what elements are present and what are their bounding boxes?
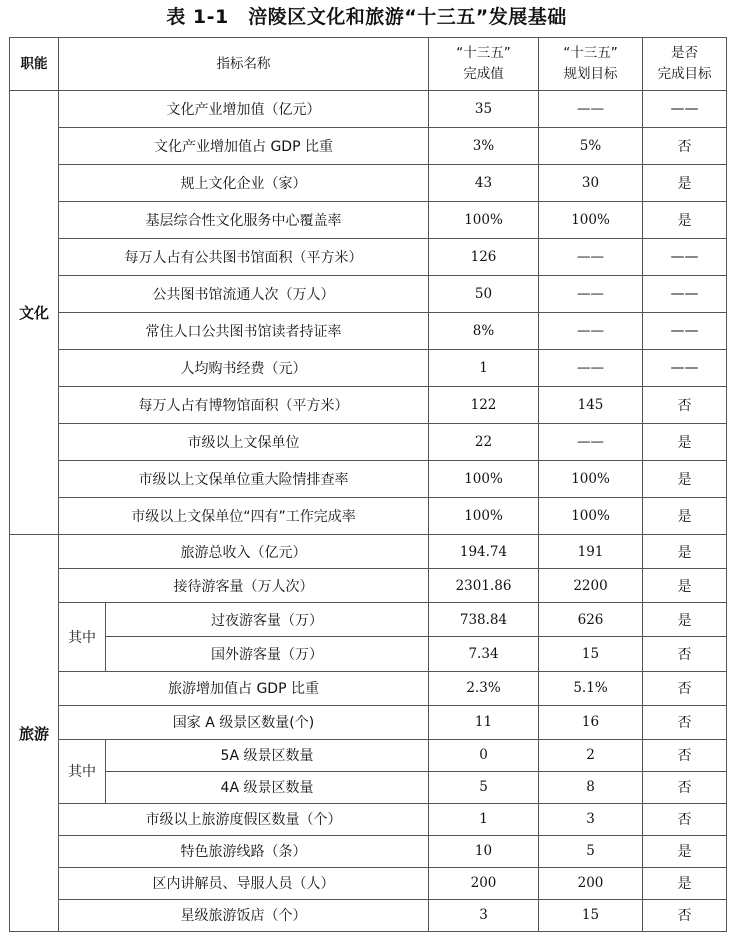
target-value: 100% bbox=[539, 461, 643, 498]
table-row bbox=[10, 424, 727, 461]
target-value: —— bbox=[539, 313, 643, 350]
achieved-value: 否 bbox=[643, 671, 727, 705]
header-target-line2: 规划目标 bbox=[563, 66, 618, 82]
table-row bbox=[10, 165, 727, 202]
indicator-name: 国家 A 级景区数量(个) bbox=[59, 705, 429, 739]
indicator-name: 公共图书馆流通人次（万人） bbox=[59, 276, 429, 313]
target-value: 100% bbox=[539, 498, 643, 535]
header-target bbox=[539, 38, 643, 91]
header-indicator: 指标名称 bbox=[59, 38, 429, 91]
actual-value: 43 bbox=[429, 165, 539, 202]
achieved-value: 否 bbox=[643, 637, 727, 671]
table-row bbox=[10, 803, 727, 835]
actual-value: 126 bbox=[429, 239, 539, 276]
table-row bbox=[10, 603, 727, 637]
table-row bbox=[10, 835, 727, 867]
target-value: 2200 bbox=[539, 569, 643, 603]
actual-value: 10 bbox=[429, 835, 539, 867]
table-row bbox=[10, 313, 727, 350]
target-value: 5.1% bbox=[539, 671, 643, 705]
table-row bbox=[10, 705, 727, 739]
header-achieved-line2: 完成目标 bbox=[657, 66, 712, 82]
target-value: 200 bbox=[539, 867, 643, 899]
achieved-value: —— bbox=[643, 350, 727, 387]
section-culture: 文化 bbox=[10, 91, 59, 535]
achieved-value: —— bbox=[643, 276, 727, 313]
table-row bbox=[10, 535, 727, 569]
achieved-value: 是 bbox=[643, 165, 727, 202]
section-tourism: 旅游 bbox=[10, 535, 59, 932]
achieved-value: 否 bbox=[643, 128, 727, 165]
indicator-name: 国外游客量（万） bbox=[106, 637, 429, 671]
actual-value: 738.84 bbox=[429, 603, 539, 637]
actual-value: 7.34 bbox=[429, 637, 539, 671]
achieved-value: 是 bbox=[643, 867, 727, 899]
target-value: 626 bbox=[539, 603, 643, 637]
target-value: 5% bbox=[539, 128, 643, 165]
achieved-value: 否 bbox=[643, 705, 727, 739]
actual-value: 100% bbox=[429, 461, 539, 498]
target-value: —— bbox=[539, 424, 643, 461]
achieved-value: 否 bbox=[643, 387, 727, 424]
indicator-name: 接待游客量（万人次） bbox=[59, 569, 429, 603]
target-value: 15 bbox=[539, 899, 643, 931]
actual-value: 50 bbox=[429, 276, 539, 313]
target-value: 15 bbox=[539, 637, 643, 671]
table-row bbox=[10, 498, 727, 535]
table-row bbox=[10, 350, 727, 387]
header-actual bbox=[429, 38, 539, 91]
table-row bbox=[10, 91, 727, 128]
indicator-name: 5A 级景区数量 bbox=[106, 739, 429, 771]
indicator-name: 4A 级景区数量 bbox=[106, 771, 429, 803]
indicator-name: 文化产业增加值（亿元） bbox=[59, 91, 429, 128]
actual-value: 2301.86 bbox=[429, 569, 539, 603]
indicator-name: 市级以上文保单位 bbox=[59, 424, 429, 461]
actual-value: 2.3% bbox=[429, 671, 539, 705]
indicator-name: 旅游总收入（亿元） bbox=[59, 535, 429, 569]
header-achieved bbox=[643, 38, 727, 91]
actual-value: 5 bbox=[429, 771, 539, 803]
achieved-value: 否 bbox=[643, 739, 727, 771]
qizhong-label: 其中 bbox=[59, 739, 106, 803]
actual-value: 1 bbox=[429, 350, 539, 387]
header-achieved-line1: 是否 bbox=[671, 45, 698, 61]
actual-value: 22 bbox=[429, 424, 539, 461]
actual-value: 8% bbox=[429, 313, 539, 350]
indicator-name: 常住人口公共图书馆读者持证率 bbox=[59, 313, 429, 350]
actual-value: 194.74 bbox=[429, 535, 539, 569]
achieved-value: 是 bbox=[643, 535, 727, 569]
indicator-name: 规上文化企业（家） bbox=[59, 165, 429, 202]
table-row bbox=[10, 671, 727, 705]
actual-value: 0 bbox=[429, 739, 539, 771]
table-row bbox=[10, 276, 727, 313]
table-row bbox=[10, 899, 727, 931]
actual-value: 100% bbox=[429, 202, 539, 239]
target-value: 30 bbox=[539, 165, 643, 202]
actual-value: 1 bbox=[429, 803, 539, 835]
header-row bbox=[10, 38, 727, 91]
actual-value: 3% bbox=[429, 128, 539, 165]
target-value: 100% bbox=[539, 202, 643, 239]
table-row bbox=[10, 569, 727, 603]
header-target-line1: “十三五” bbox=[563, 45, 618, 61]
table-row bbox=[10, 771, 727, 803]
indicator-name: 每万人占有博物馆面积（平方米） bbox=[59, 387, 429, 424]
indicator-name: 基层综合性文化服务中心覆盖率 bbox=[59, 202, 429, 239]
achieved-value: 否 bbox=[643, 899, 727, 931]
indicator-name: 市级以上文保单位重大险情排查率 bbox=[59, 461, 429, 498]
actual-value: 200 bbox=[429, 867, 539, 899]
target-value: 2 bbox=[539, 739, 643, 771]
achieved-value: 是 bbox=[643, 569, 727, 603]
table-row bbox=[10, 739, 727, 771]
table-row bbox=[10, 202, 727, 239]
target-value: 16 bbox=[539, 705, 643, 739]
indicator-name: 每万人占有公共图书馆面积（平方米） bbox=[59, 239, 429, 276]
indicator-name: 区内讲解员、导服人员（人） bbox=[59, 867, 429, 899]
target-value: 191 bbox=[539, 535, 643, 569]
achieved-value: 是 bbox=[643, 424, 727, 461]
actual-value: 100% bbox=[429, 498, 539, 535]
achieved-value: 是 bbox=[643, 498, 727, 535]
actual-value: 35 bbox=[429, 91, 539, 128]
table-row bbox=[10, 239, 727, 276]
actual-value: 3 bbox=[429, 899, 539, 931]
development-table bbox=[9, 37, 727, 932]
achieved-value: 是 bbox=[643, 603, 727, 637]
target-value: 145 bbox=[539, 387, 643, 424]
indicator-name: 星级旅游饭店（个） bbox=[59, 899, 429, 931]
target-value: —— bbox=[539, 239, 643, 276]
indicator-name: 旅游增加值占 GDP 比重 bbox=[59, 671, 429, 705]
indicator-name: 人均购书经费（元） bbox=[59, 350, 429, 387]
target-value: 5 bbox=[539, 835, 643, 867]
actual-value: 122 bbox=[429, 387, 539, 424]
achieved-value: —— bbox=[643, 91, 727, 128]
indicator-name: 特色旅游线路（条） bbox=[59, 835, 429, 867]
table-row bbox=[10, 128, 727, 165]
target-value: 3 bbox=[539, 803, 643, 835]
header-role: 职能 bbox=[10, 38, 59, 91]
header-actual-line1: “十三五” bbox=[456, 45, 511, 61]
achieved-value: —— bbox=[643, 313, 727, 350]
table-row bbox=[10, 637, 727, 671]
actual-value: 11 bbox=[429, 705, 539, 739]
indicator-name: 市级以上文保单位“四有”工作完成率 bbox=[59, 498, 429, 535]
achieved-value: —— bbox=[643, 239, 727, 276]
indicator-name: 文化产业增加值占 GDP 比重 bbox=[59, 128, 429, 165]
table-title: 表 1-1 涪陵区文化和旅游“十三五”发展基础 bbox=[166, 6, 567, 28]
target-value: —— bbox=[539, 350, 643, 387]
header-actual-line2: 完成值 bbox=[463, 66, 504, 82]
indicator-name: 市级以上旅游度假区数量（个） bbox=[59, 803, 429, 835]
achieved-value: 是 bbox=[643, 202, 727, 239]
table-row bbox=[10, 867, 727, 899]
indicator-name: 过夜游客量（万） bbox=[106, 603, 429, 637]
qizhong-label: 其中 bbox=[59, 603, 106, 671]
table-row bbox=[10, 387, 727, 424]
target-value: 8 bbox=[539, 771, 643, 803]
target-value: —— bbox=[539, 276, 643, 313]
achieved-value: 否 bbox=[643, 803, 727, 835]
achieved-value: 是 bbox=[643, 835, 727, 867]
target-value: —— bbox=[539, 91, 643, 128]
table-row bbox=[10, 461, 727, 498]
achieved-value: 是 bbox=[643, 461, 727, 498]
achieved-value: 否 bbox=[643, 771, 727, 803]
